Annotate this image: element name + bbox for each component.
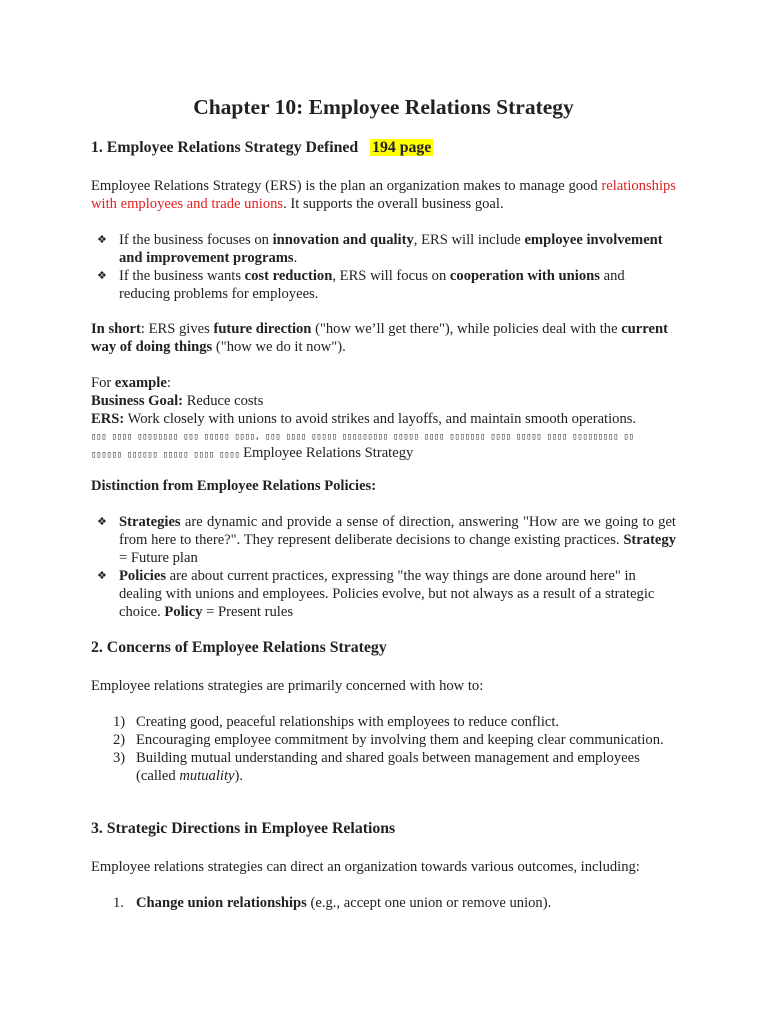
in-short-bold: current way of doing things [91, 321, 668, 355]
list-item [91, 231, 676, 267]
distinction-list [91, 513, 676, 621]
section-3-heading: 3. Strategic Directions in Employee Relations [91, 820, 396, 837]
distinction-text: = Future plan [119, 550, 198, 566]
ers-label: ERS: [91, 411, 125, 427]
list-item-text: Encouraging employee commitment by involving them and keeping clear communication. [136, 732, 664, 748]
ers-text: Work closely with unions to avoid strikes and layoffs, and maintain smooth operations. [124, 411, 637, 427]
example-text: For [91, 375, 115, 391]
in-short-bold: future direction [213, 321, 312, 337]
garbled-text-line: ▯▯▯ ▯▯▯▯ ▯▯▯▯▯▯▯▯ ▯▯▯ ▯▯▯▯▯ ▯▯▯▯, ▯▯▯ ▯▯▯▯ ▯▯▯▯▯ ▯▯▯▯▯▯▯▯▯ ▯▯▯▯▯ ▯▯▯▯ ▯▯▯▯▯▯▯ ▯▯▯▯ ▯▯▯▯▯ ▯▯▯▯ ▯▯▯▯▯▯▯▯▯ ▯▯ [91, 432, 634, 442]
list-marker: 2) [113, 732, 126, 748]
bullet-text: If the business focuses on [119, 232, 273, 248]
section-2-heading: 2. Concerns of Employee Relations Strategy [91, 639, 387, 656]
in-short-text: ("how we do it now"). [212, 339, 346, 355]
garbled-tail-text: Employee Relations Strategy [239, 445, 414, 461]
list-marker: 1) [113, 714, 126, 730]
list-item-italic: mutuality [179, 768, 235, 784]
garbled-text-line [91, 444, 676, 464]
diamond-bullet-icon: ❖ [97, 233, 107, 246]
bullet-text: , ERS will include [413, 232, 525, 248]
bullet-bold-text: cooperation with unions [449, 268, 600, 284]
diamond-bullet-icon: ❖ [97, 515, 107, 528]
distinction-bold: Strategy [623, 532, 676, 548]
section-1-heading [91, 138, 676, 158]
list-marker: 1. [113, 895, 124, 911]
example-text: : [166, 375, 171, 391]
example-line [91, 374, 676, 392]
page-title: Chapter 10: Employee Relations Strategy [193, 95, 574, 119]
directions-list [91, 894, 676, 912]
in-short-text: ("how we’ll get there"), while policies deal with the [311, 321, 622, 337]
distinction-bold: Policies [119, 568, 167, 584]
distinction-text: are about current practices, expressing "the way things are done around here" in dealing with unions and employees. Policies evolve, but not always as a result of a strategic choice. [119, 568, 655, 620]
list-item [91, 749, 676, 785]
bullet-text: , ERS will focus on [332, 268, 450, 284]
bullet-bold-text: employee involvement and improvement programs [119, 232, 663, 266]
business-goal-line [91, 392, 676, 410]
distinction-text: = Present rules [202, 604, 294, 620]
concerns-list [91, 713, 676, 785]
ers-definition-text: Employee Relations Strategy (ERS) is the plan an organization makes to manage good [91, 178, 598, 194]
ers-definition-red-text: relationships with employees and trade unions [91, 178, 676, 212]
list-item [91, 567, 676, 621]
list-item [91, 894, 676, 912]
in-short-text: : ERS gives [140, 321, 214, 337]
bullet-text: and reducing problems for employees. [119, 268, 625, 302]
diamond-bullet-icon: ❖ [97, 269, 107, 282]
distinction-bold: Policy [164, 604, 203, 620]
business-goal-text: Reduce costs [183, 393, 264, 409]
page-reference-highlight: 194 page [372, 139, 432, 156]
in-short-paragraph [91, 320, 676, 356]
ers-line [91, 410, 676, 428]
list-item-text: Building mutual understanding and shared goals between management and employees (called [136, 750, 640, 784]
section-1-heading-text: 1. Employee Relations Strategy Defined [91, 139, 359, 156]
list-item-text: Creating good, peaceful relationships with employees to reduce conflict. [136, 714, 560, 730]
ers-definition-paragraph [91, 177, 676, 213]
bullet-text: . [293, 250, 298, 266]
distinction-text: are dynamic and provide a sense of direction, answering "How are we going to get from here to there?". They represent deliberate decisions to change existing practices. [119, 514, 676, 548]
section-2-intro: Employee relations strategies are primarily concerned with how to: [91, 678, 484, 694]
ers-definition-tail: . It supports the overall business goal. [283, 196, 504, 212]
garbled-text: ▯▯▯▯▯▯ ▯▯▯▯▯▯ ▯▯▯▯▯ ▯▯▯▯ ▯▯▯▯ [91, 450, 240, 460]
bullet-text: If the business wants [119, 268, 245, 284]
bullet-bold-text: cost reduction [244, 268, 333, 284]
distinction-heading: Distinction from Employee Relations Policies: [91, 478, 377, 494]
list-marker: 3) [113, 750, 126, 766]
bullet-bold-text: innovation and quality [272, 232, 414, 248]
diamond-bullet-icon: ❖ [97, 569, 107, 582]
list-item-bold: Change union relationships [136, 895, 307, 911]
list-item [91, 731, 676, 749]
example-block [91, 374, 676, 464]
list-item-text: ). [234, 768, 244, 784]
ers-bullet-list [91, 231, 676, 303]
in-short-label: In short [91, 321, 141, 337]
business-goal-label: Business Goal: [91, 393, 184, 409]
list-item-text: (e.g., accept one union or remove union). [306, 895, 552, 911]
section-3-intro: Employee relations strategies can direct an organization towards various outcomes, including: [91, 859, 640, 875]
example-bold: example [114, 375, 167, 391]
list-item [91, 713, 676, 731]
list-item [91, 267, 676, 303]
distinction-bold: Strategies [119, 514, 181, 530]
list-item [91, 513, 676, 567]
